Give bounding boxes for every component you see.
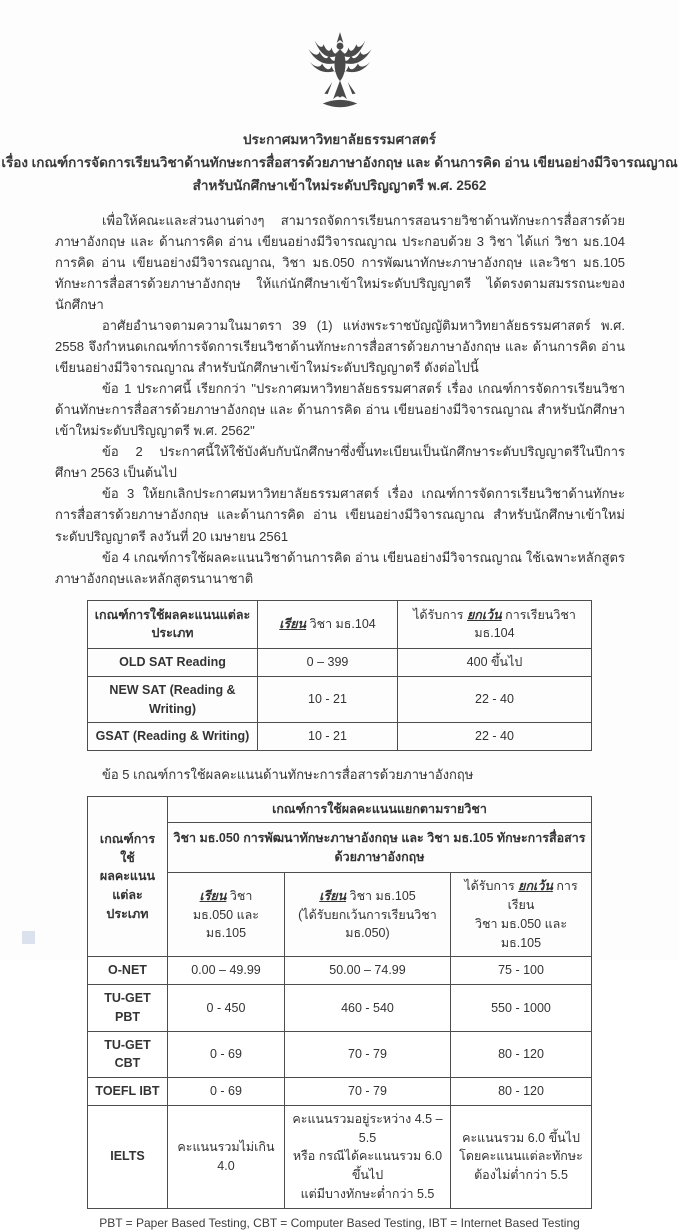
document-body — [55, 210, 625, 589]
table-row — [88, 723, 592, 751]
header-criteria-by-course: เกณฑ์การใช้ผลคะแนนแยกตามรายวิชา — [167, 797, 591, 823]
table-row — [87, 1078, 591, 1106]
header-study-both: เรียน วิชา มธ.050 และ มธ.105 — [167, 873, 284, 957]
score-range: 70 - 79 — [284, 1031, 450, 1078]
table-header-row — [88, 600, 592, 649]
paragraph-clause-5: ข้อ 5 เกณฑ์การใช้ผลคะแนนด้านทักษะการสื่อสารด้วยภาษาอังกฤษ — [102, 767, 474, 783]
score-range: 0 - 69 — [167, 1031, 284, 1078]
paragraph-clause-2: ข้อ 2 ประกาศนี้ให้ใช้บังคับกับนักศึกษาซึ่งขึ้นทะเบียนเป็นนักศึกษาระดับปริญญาตรีในปีการศึกษา 2563 เป็นต้นไป — [55, 444, 625, 481]
header-exempt-th104: ได้รับการ ยกเว้น การเรียนวิชา มธ.104 — [398, 600, 592, 649]
header-score-type: เกณฑ์การใช้ผลคะแนนแต่ละประเภท — [88, 600, 258, 649]
exam-name: TU-GET PBT — [87, 985, 167, 1032]
table-row — [87, 985, 591, 1032]
score-range: 0 – 399 — [258, 649, 398, 677]
emblem-container — [0, 0, 679, 123]
header-score-type: เกณฑ์การใช้ ผลคะแนน แต่ละประเภท — [87, 797, 167, 957]
score-range: 10 - 21 — [258, 723, 398, 751]
exam-name: OLD SAT Reading — [88, 649, 258, 677]
garuda-emblem-icon — [299, 30, 381, 118]
abbreviation-footnote: PBT = Paper Based Testing, CBT = Computer Based Testing, IBT = Internet Based Testing — [99, 1215, 580, 1230]
title-line-1: ประกาศมหาวิทยาลัยธรรมศาสตร์ — [243, 132, 436, 147]
paragraph-authority: อาศัยอำนาจตามความในมาตรา 39 (1) แห่งพระราชบัญญัติมหาวิทยาลัยธรรมศาสตร์ พ.ศ. 2558 จึงกำหนดเกณฑ์การจัดการเรียนวิชาด้านทักษะการสื่อสารด้วยภาษาอังกฤษ และ ด้านการคิด อ่าน เขียนอย่างมีวิจารณญาณ สำหรับนักศึกษาเข้าใหม่ระดับปริญญาตรี ดังต่อไปนี้ — [55, 318, 625, 376]
paragraph-clause-4: ข้อ 4 เกณฑ์การใช้ผลคะแนนวิชาด้านการคิด อ่าน เขียนอย่างมีวิจารณญาณ ใช้เฉพาะหลักสูตรภาษาอังกฤษและหลักสูตรนานาชาติ — [55, 549, 625, 586]
exam-name: NEW SAT (Reading & Writing) — [88, 676, 258, 723]
table-row — [87, 957, 591, 985]
exam-name: IELTS — [87, 1105, 167, 1208]
table-row — [87, 1031, 591, 1078]
score-range: 70 - 79 — [284, 1078, 450, 1106]
score-range: 0 - 450 — [167, 985, 284, 1032]
score-range: 0.00 – 49.99 — [167, 957, 284, 985]
english-skill-score-criteria-table — [87, 796, 592, 1209]
title-line-2: เรื่อง เกณฑ์การจัดการเรียนวิชาด้านทักษะการสื่อสารด้วยภาษาอังกฤษ และ ด้านการคิด อ่าน เขียนอย่างมีวิจารณญาณ — [1, 154, 678, 170]
exam-name: GSAT (Reading & Writing) — [88, 723, 258, 751]
scan-artifact-mark — [22, 931, 35, 944]
table-row — [88, 649, 592, 677]
paragraph-clause-3: ข้อ 3 ให้ยกเลิกประกาศมหาวิทยาลัยธรรมศาสตร์ เรื่อง เกณฑ์การจัดการเรียนวิชาด้านทักษะการสื่อสารด้วยภาษาอังกฤษ และด้านการคิด อ่าน เขียนอย่างมีวิจารณญาณ สำหรับนักศึกษาเข้าใหม่ระดับปริญญาตรี ลงวันที่ 20 เมษายน 2561 — [55, 486, 625, 544]
table-row-ielts — [87, 1105, 591, 1208]
document-title — [0, 129, 679, 198]
score-range: 0 - 69 — [167, 1078, 284, 1106]
paragraph-preamble: เพื่อให้คณะและส่วนงานต่างๆ สามารถจัดการเรียนการสอนรายวิชาด้านทักษะการสื่อสารด้วยภาษาอังกฤษ และ ด้านการคิด อ่าน เขียนอย่างมีวิจารณญาณ ประกอบด้วย 3 วิชา ได้แก่ วิชา มธ.104 การคิด อ่าน เขียนอย่างมีวิจารณญาณ, วิชา มธ.050 การพัฒนาทักษะภาษาอังกฤษ และวิชา มธ.105 ทักษะการสื่อสารด้วยภาษาอังกฤษ ให้แก่นักศึกษาเข้าใหม่ระดับปริญญาตรี ได้ตรงตามสมรรถนะของนักศึกษา — [55, 212, 625, 312]
score-range: 22 - 40 — [398, 723, 592, 751]
score-range: 80 - 120 — [450, 1031, 591, 1078]
score-range: คะแนนรวม 6.0 ขึ้นไป โดยคะแนนแต่ละทักษะ ต้องไม่ต่ำกว่า 5.5 — [450, 1105, 591, 1208]
paragraph-clause-1: ข้อ 1 ประกาศนี้ เรียกกว่า "ประกาศมหาวิทยาลัยธรรมศาสตร์ เรื่อง เกณฑ์การจัดการเรียนวิชาด้านทักษะการสื่อสารด้วยภาษาอังกฤษ และ ด้านการคิด อ่าน เขียนอย่างมีวิจารณญาณ สำหรับนักศึกษาเข้าใหม่ระดับปริญญาตรี พ.ศ. 2562" — [55, 381, 625, 439]
header-exempt-both: ได้รับการ ยกเว้น การเรียน วิชา มธ.050 และ มธ.105 — [450, 873, 591, 957]
exam-name: O-NET — [87, 957, 167, 985]
score-range: 75 - 100 — [450, 957, 591, 985]
score-range: 550 - 1000 — [450, 985, 591, 1032]
score-range: 22 - 40 — [398, 676, 592, 723]
score-range: 460 - 540 — [284, 985, 450, 1032]
table-header-row — [87, 797, 591, 823]
table-row — [88, 676, 592, 723]
score-range: 50.00 – 74.99 — [284, 957, 450, 985]
exam-name: TU-GET CBT — [87, 1031, 167, 1078]
title-line-3: สำหรับนักศึกษาเข้าใหม่ระดับปริญญาตรี พ.ศ. 2562 — [192, 177, 487, 193]
header-study-th104: เรียน วิชา มธ.104 — [258, 600, 398, 649]
clause-5-container — [55, 764, 625, 785]
header-study-th105: เรียน วิชา มธ.105 (ได้รับยกเว้นการเรียนวิชา มธ.050) — [284, 873, 450, 957]
score-range: คะแนนรวมไม่เกิน 4.0 — [167, 1105, 284, 1208]
score-range: 10 - 21 — [258, 676, 398, 723]
exam-name: TOEFL IBT — [87, 1078, 167, 1106]
score-range: คะแนนรวมอยู่ระหว่าง 4.5 – 5.5 หรือ กรณีได้คะแนนรวม 6.0 ขึ้นไป แต่มีบางทักษะต่ำกว่า 5.5 — [284, 1105, 450, 1208]
score-range: 80 - 120 — [450, 1078, 591, 1106]
score-range: 400 ขึ้นไป — [398, 649, 592, 677]
header-course-names: วิชา มธ.050 การพัฒนาทักษะภาษาอังกฤษ และ วิชา มธ.105 ทักษะการสื่อสารด้วยภาษาอังกฤษ — [167, 822, 591, 873]
th104-score-criteria-table — [87, 600, 592, 752]
